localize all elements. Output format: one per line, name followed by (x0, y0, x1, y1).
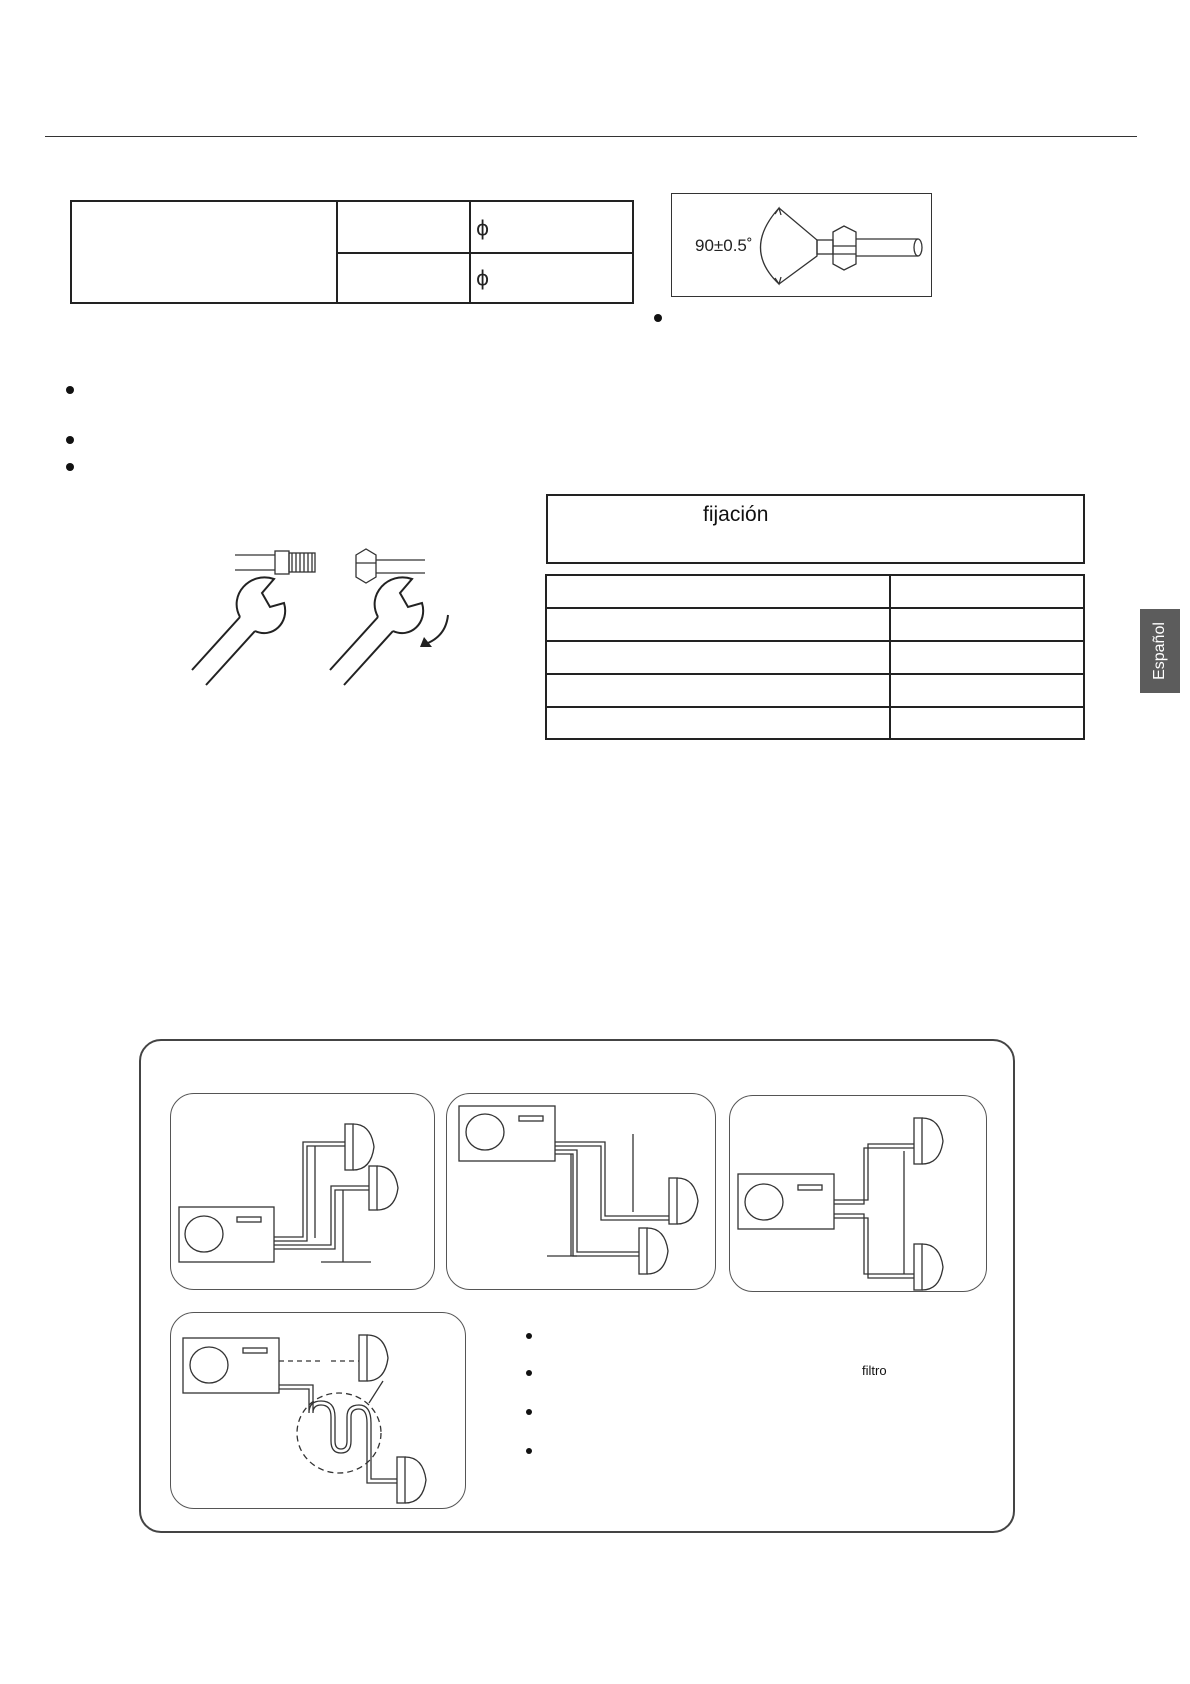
torque-heading-word: fijación (703, 503, 769, 526)
flare-angle-label: 90±0.5˚ (695, 236, 753, 255)
table-divider (338, 252, 632, 254)
flare-nut-drawing (672, 194, 930, 294)
diameter-symbol: ϕ (476, 216, 490, 240)
bullet (66, 436, 74, 444)
bullet (654, 314, 662, 322)
table-row (547, 640, 1083, 642)
piping-diagram (447, 1094, 717, 1291)
diagram-panel-1 (170, 1093, 435, 1290)
piping-diagram (171, 1313, 467, 1510)
diameter-symbol: ϕ (476, 266, 490, 290)
pipe-diameter-table (70, 200, 634, 304)
flare-angle-figure (671, 193, 932, 297)
table-divider (889, 576, 891, 738)
filter-word: filtro (862, 1363, 887, 1378)
header-rule (45, 136, 1137, 137)
diagram-panel-2 (446, 1093, 716, 1290)
torque-table (545, 574, 1085, 740)
table-row (547, 673, 1083, 675)
table-row (547, 607, 1083, 609)
bullet (526, 1333, 532, 1339)
diagram-panel-3 (729, 1095, 987, 1292)
piping-diagram (171, 1094, 436, 1291)
torque-table-header (546, 494, 1085, 564)
bullet (526, 1370, 532, 1376)
bullet (526, 1409, 532, 1415)
bullet (66, 463, 74, 471)
language-tab[interactable] (1140, 609, 1180, 693)
bullet (526, 1448, 532, 1454)
wrench-illustration (180, 535, 480, 715)
language-tab-label: Español (1151, 622, 1168, 680)
table-row (547, 706, 1083, 708)
bullet (66, 386, 74, 394)
piping-diagram (730, 1096, 988, 1293)
diagram-panel-4 (170, 1312, 466, 1509)
